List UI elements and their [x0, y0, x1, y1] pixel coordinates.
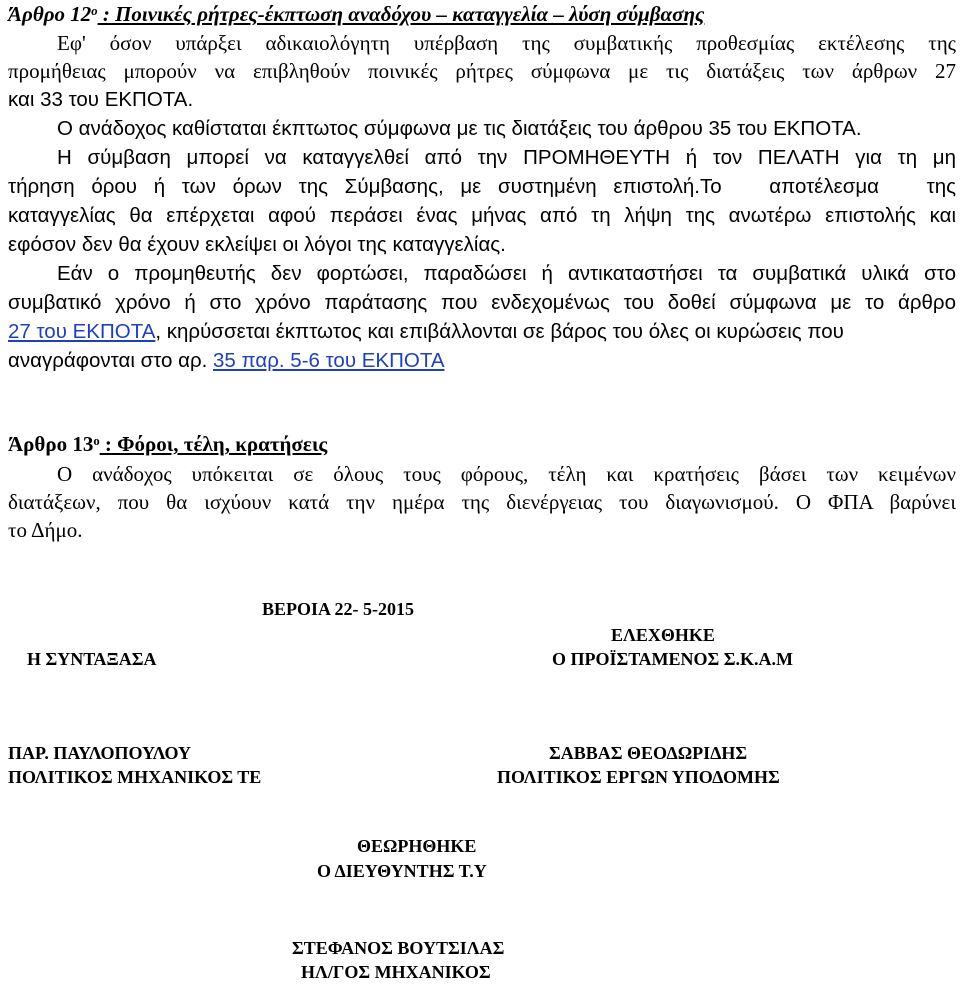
article-12-line-2: προμήθειας μπορούν να επιβληθούν ποινικές ρήτρες σύμφωνα με τις διατάξεις των άρθρων 27	[8, 59, 956, 83]
compiled-label: Η ΣΥΝΤΑΞΑΣΑ	[27, 649, 157, 669]
article-12-line-4: Ο ανάδοχος καθίσταται έκπτωτος σύμφωνα με τις διατάξεις του άρθρου 35 του ΕΚΠΟΤΑ.	[57, 117, 862, 140]
article-13-line-3: το Δήμο.	[8, 518, 83, 542]
article-12-line-6a: τήρηση όρου ή των όρων της Σύμβασης, με συστημένη επιστολή.	[8, 175, 700, 198]
article-12-line-9: Εάν ο προμηθευτής δεν φορτώσει, παραδώσει ή αντικαταστήσει τα συμβατικά υλικά στο	[57, 262, 956, 285]
head-name: ΣΑΒΒΑΣ ΘΕΟΔΩΡΙΔΗΣ	[549, 743, 748, 763]
article-35-link[interactable]: 35 παρ. 5-6 του ΕΚΠΟΤΑ	[213, 349, 445, 372]
article-12-line-3: και 33 του ΕΚΠΟΤΑ.	[8, 88, 194, 111]
article-12-heading	[8, 0, 956, 28]
compiler-role: ΠΟΛΙΤΙΚΟΣ ΜΗΧΑΝΙΚΟΣ ΤΕ	[8, 767, 262, 787]
article-12-line-11	[8, 319, 956, 345]
article-12-line-7: καταγγελίας θα επέρχεται αφού περάσει ένας μήνας από τη λήψη της ανωτέρω επιστολής και	[8, 204, 956, 227]
head-role: ΠΟΛΙΤΙΚΟΣ ΕΡΓΩΝ ΥΠΟΔΟΜΗΣ	[497, 767, 780, 787]
place-date: ΒΕΡΟΙΑ 22- 5-2015	[262, 599, 415, 619]
article-12-line-8: εφόσον δεν θα έχουν εκλείψει οι λόγοι της καταγγελίας.	[8, 233, 506, 256]
director-title: Ο ΔΙΕΥΘΥΝΤΗΣ Τ.Υ	[317, 861, 487, 881]
checked-label: ΕΛΕΧΘΗΚΕ	[611, 625, 715, 645]
article-13-line-2: διατάξεων, που θα ισχύουν κατά την ημέρα της διενέργειας του διαγωνισμού. Ο ΦΠΑ βαρύνει	[8, 490, 956, 514]
article-13-sup: ο	[93, 434, 100, 449]
director-name: ΣΤΕΦΑΝΟΣ ΒΟΥΤΣΙΛΑΣ	[292, 938, 505, 958]
article-12-prefix: Άρθρο 12	[8, 2, 92, 26]
director-role: ΗΛ/ΓΟΣ ΜΗΧΑΝΙΚΟΣ	[301, 962, 491, 982]
article-13-prefix: Άρθρο 13	[8, 432, 94, 456]
article-12-title: : Ποινικές ρήτρες-έκπτωση αναδόχου – καταγγελία – λύση σύμβασης	[97, 2, 705, 26]
article-27-link[interactable]: 27 του ΕΚΠΟΤΑ	[8, 320, 156, 343]
article-12-line-6	[8, 174, 956, 200]
article-12-line-12	[8, 348, 956, 374]
article-12-line-5: Η σύμβαση μπορεί να καταγγελθεί από την ΠΡΟΜΗΘΕΥΤΗ ή τον ΠΕΛΑΤΗ για τη μη	[57, 146, 956, 169]
seen-label: ΘΕΩΡΗΘΗΚΕ	[357, 836, 477, 856]
article-12-line-6b: Το αποτέλεσμα της	[700, 175, 956, 198]
article-13-line-1: Ο ανάδοχος υπόκειται σε όλους τους φόρους, τέλη και κρατήσεις βάσει των κειμένων	[57, 462, 956, 486]
article-12-line-1: Εφ' όσον υπάρξει αδικαιολόγητη υπέρβαση της συμβατικής προθεσμίας εκτέλεσης της	[57, 31, 956, 55]
article-13-title: : Φόροι, τέλη, κρατήσεις	[99, 432, 328, 456]
article-13-heading	[8, 430, 956, 458]
compiler-name: ΠΑΡ. ΠΑΥΛΟΠΟΥΛΟΥ	[8, 743, 192, 763]
article-12-sup: ο	[91, 4, 98, 19]
article-12-line-11-rest: , κηρύσσεται έκπτωτος και επιβάλλονται σε βάρος του όλες οι κυρώσεις που	[155, 320, 844, 343]
head-title: Ο ΠΡΟΪΣΤΑΜΕΝΟΣ Σ.Κ.Α.Μ	[552, 649, 794, 669]
article-12-line-12-text: αναγράφονται στο αρ.	[8, 349, 214, 372]
article-12-line-10: συμβατικό χρόνο ή στο χρόνο παράτασης που ενδεχομένως του δοθεί σύμφωνα με το άρθρο	[8, 291, 956, 314]
